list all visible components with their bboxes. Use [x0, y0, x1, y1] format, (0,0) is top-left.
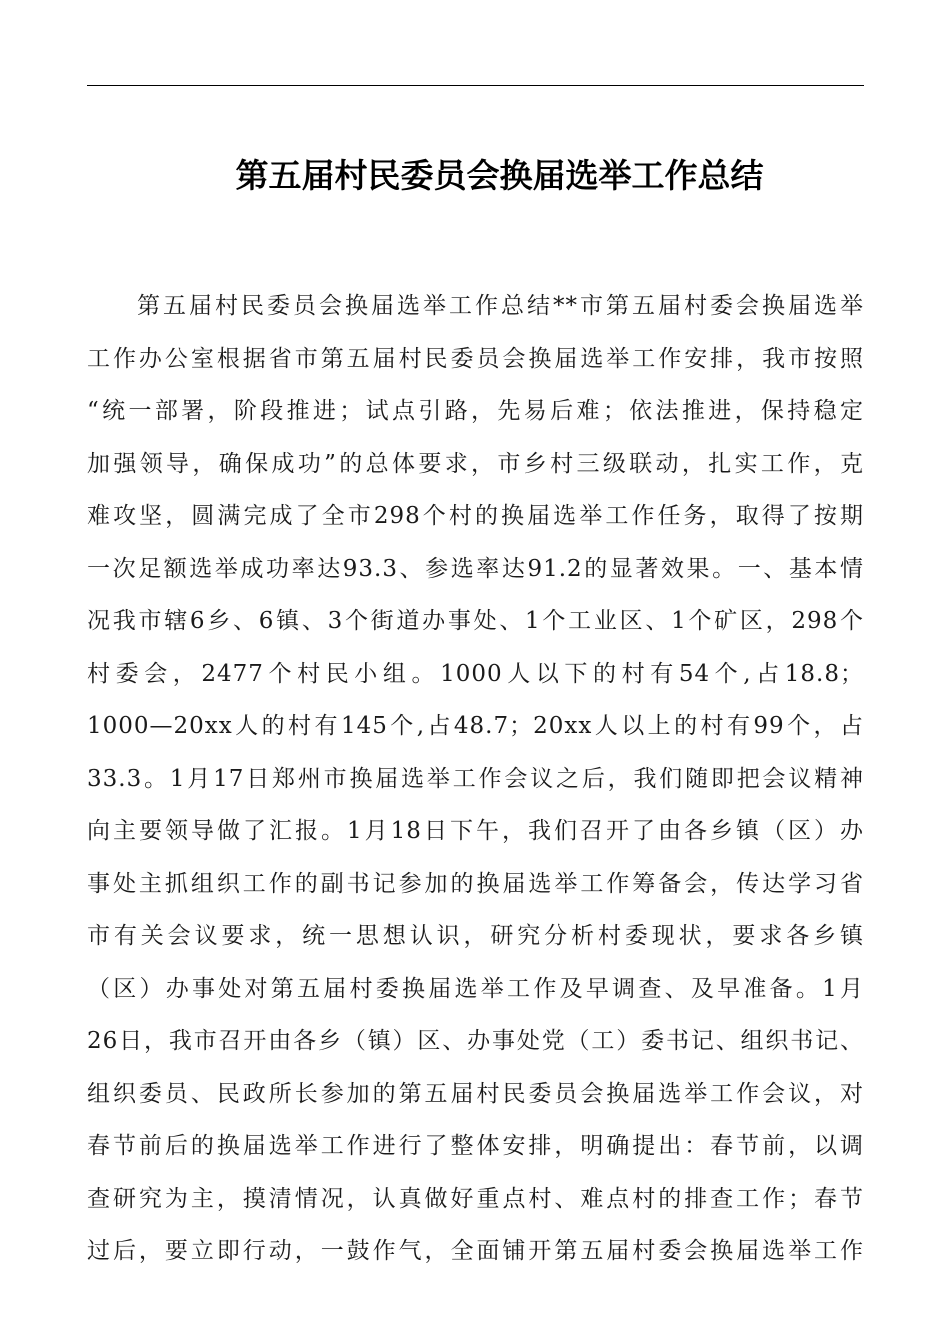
body-line: 过后，要立即行动，一鼓作气，全面铺开第五届村委会换届选举工作: [87, 1238, 864, 1264]
body-line: 26日，我市召开由各乡（镇）区、办事处党（工）委书记、组织书记、: [87, 1028, 864, 1054]
body-line: 春节前后的换届选举工作进行了整体安排，明确提出：春节前，以调: [87, 1133, 864, 1159]
body-line: 村委会，2477个村民小组。1000人以下的村有54个,占18.8；: [87, 660, 864, 687]
body-line: 查研究为主，摸清情况，认真做好重点村、难点村的排查工作；春节: [87, 1185, 864, 1212]
document-body: [87, 285, 864, 1283]
body-line: 组织委员、民政所长参加的第五届村民委员会换届选举工作会议，对: [87, 1080, 864, 1107]
body-line: 工作办公室根据省市第五届村民委员会换届选举工作安排，我市按照: [87, 345, 864, 372]
document-title: 第五届村民委员会换届选举工作总结: [235, 156, 764, 195]
header-rule: [87, 85, 864, 86]
body-line: 第五届村民委员会换届选举工作总结**市第五届村委会换届选举: [137, 293, 864, 319]
body-line: 况我市辖6乡、6镇、3个街道办事处、1个工业区、1个矿区，298个: [87, 608, 864, 634]
body-line: 事处主抓组织工作的副书记参加的换届选举工作筹备会，传达学习省: [87, 870, 864, 897]
body-line: 一次足额选举成功率达93.3、参选率达91.2的显著效果。一、基本情: [87, 555, 864, 582]
body-line: 33.3。1月17日郑州市换届选举工作会议之后，我们随即把会议精神: [87, 765, 864, 792]
body-line: 向主要领导做了汇报。1月18日下午，我们召开了由各乡镇（区）办: [87, 818, 864, 844]
body-line: 加强领导，确保成功”的总体要求，市乡村三级联动，扎实工作，克: [87, 450, 864, 477]
body-line: “统一部署，阶段推进；试点引路，先易后难；依法推进，保持稳定: [87, 398, 864, 424]
body-line: 市有关会议要求，统一思想认识，研究分析村委现状，要求各乡镇: [87, 923, 864, 949]
body-line: 难攻坚，圆满完成了全市298个村的换届选举工作任务，取得了按期: [87, 503, 864, 529]
body-line: 1000—20xx人的村有145个,占48.7；20xx人以上的村有99个，占: [87, 713, 864, 739]
body-line: （区）办事处对第五届村委换届选举工作及早调查、及早准备。1月: [87, 975, 864, 1002]
